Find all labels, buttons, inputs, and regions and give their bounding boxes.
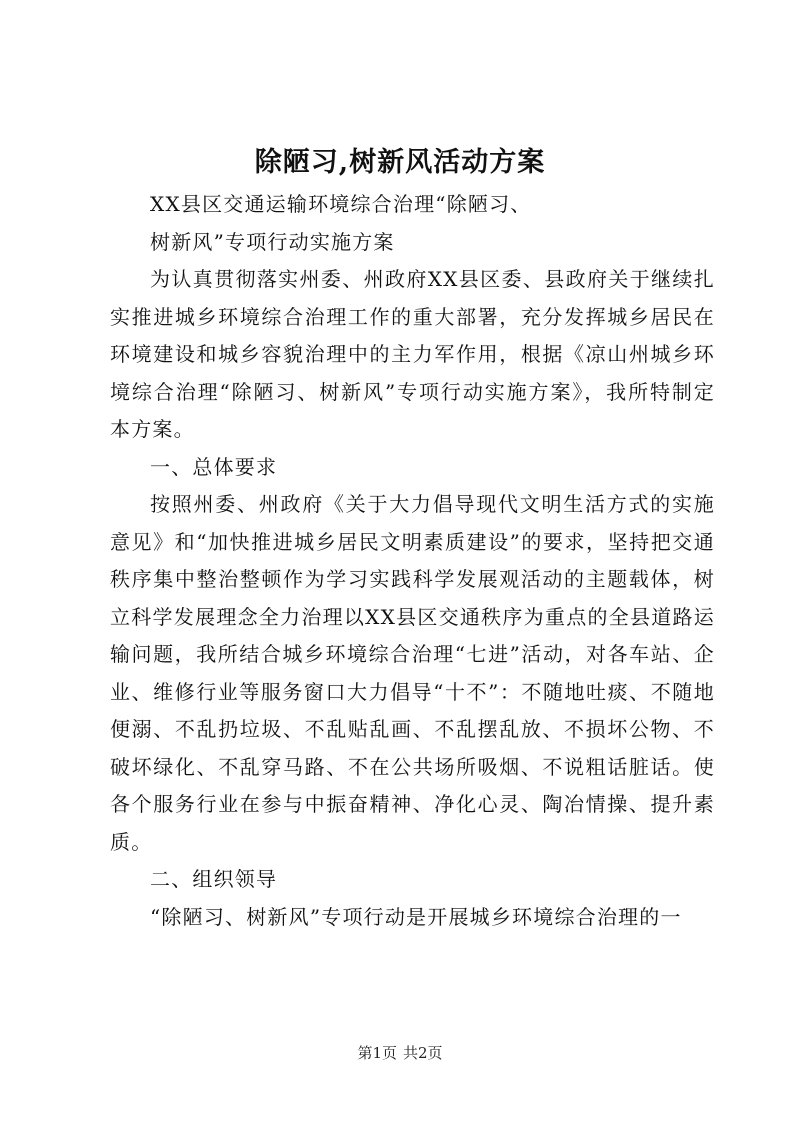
subtitle-line-1: XX县区交通运输环境综合治理“除陋习、 <box>150 192 532 216</box>
page-number-total: 共2页 <box>403 1044 443 1062</box>
document-body <box>110 186 715 936</box>
section-heading-general-requirements: 一、总体要求 <box>150 454 278 479</box>
section-heading-organization: 二、组织领导 <box>150 867 278 891</box>
intro-paragraph: 为认真贯彻落实州委、州政府XX县区委、县政府关于继续扎实推进城乡环境综合治理工作的重大部署，充分发挥城乡居民在环境建设和城乡容貌治理中的主力军作用，根据《凉山州城乡环境综合治理“除陋习、树新风”专项行动实施方案》，我所特制定本方案。 <box>110 267 715 441</box>
subtitle-line-2: 树新风”专项行动实施方案 <box>150 229 395 254</box>
document-title: 除陋习,树新风活动方案 <box>254 147 546 178</box>
page-footer <box>0 1043 800 1063</box>
general-requirements-paragraph: 按照州委、州政府《关于大力倡导现代文明生活方式的实施意见》和“加快推进城乡居民文明素质建设”的要求，坚持把交通秩序集中整治整顿作为学习实践科学发展观活动的主题载体，树立科学发展理念全力治理以XX县区交通秩序为重点的全县道路运输问题，我所结合城乡环境综合治理“七进”活动，对各车站、企业、维修行业等服务窗口大力倡导“十不”：不随地吐痰、不随地便溺、不乱扔垃圾、不乱贴乱画、不乱摆乱放、不损坏公物、不破坏绿化、不乱穿马路、不在公共场所吸烟、不说粗话脏话。使各个服务行业在参与中振奋精神、净化心灵、陶冶情操、提升素质。 <box>110 492 715 854</box>
organization-paragraph: “除陋习、树新风”专项行动是开展城乡环境综合治理的一 <box>150 904 682 929</box>
page-number-current: 第1页 <box>357 1044 397 1062</box>
